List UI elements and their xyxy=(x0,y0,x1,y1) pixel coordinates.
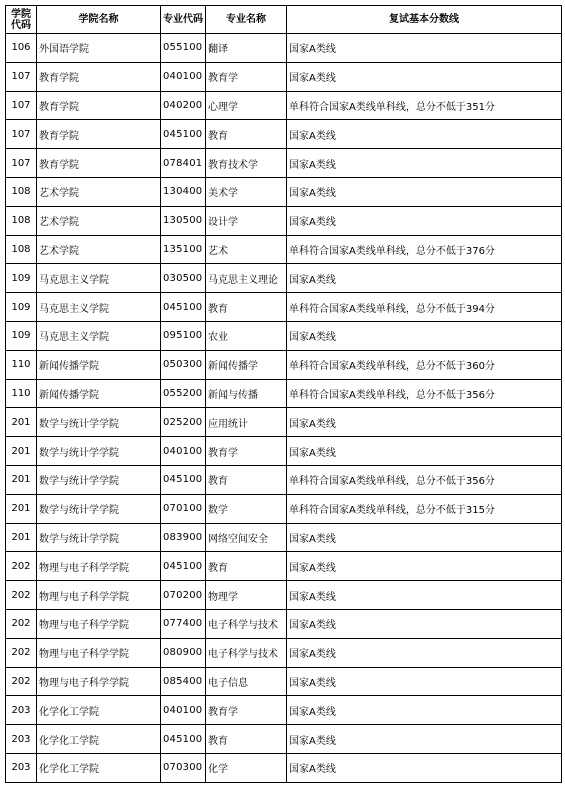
cell-major-code: 055200 xyxy=(161,379,206,408)
cell-college-code: 107 xyxy=(6,62,37,91)
cell-college-name: 艺术学院 xyxy=(37,235,161,264)
cell-major-name: 数学 xyxy=(206,494,287,523)
cell-score-line: 单科符合国家A类线单科线，总分不低于360分 xyxy=(287,350,562,379)
cell-score-line: 国家A类线 xyxy=(287,408,562,437)
cell-score-line: 单科符合国家A类线单科线，总分不低于356分 xyxy=(287,465,562,494)
cell-major-name: 翻译 xyxy=(206,34,287,63)
cell-college-name: 教育学院 xyxy=(37,149,161,178)
table-row xyxy=(6,494,562,523)
cell-major-name: 教育 xyxy=(206,465,287,494)
cell-score-line: 国家A类线 xyxy=(287,552,562,581)
cell-score-line: 单科符合国家A类线单科线，总分不低于315分 xyxy=(287,494,562,523)
table-row xyxy=(6,379,562,408)
cell-major-code: 070200 xyxy=(161,581,206,610)
cell-college-name: 化学化工学院 xyxy=(37,725,161,754)
cell-major-code: 045100 xyxy=(161,465,206,494)
cell-college-code: 110 xyxy=(6,379,37,408)
cell-college-code: 202 xyxy=(6,667,37,696)
cell-major-name: 设计学 xyxy=(206,206,287,235)
cell-major-code: 045100 xyxy=(161,552,206,581)
cell-major-code: 130400 xyxy=(161,177,206,206)
cell-score-line: 国家A类线 xyxy=(287,581,562,610)
cell-major-code: 077400 xyxy=(161,609,206,638)
cell-score-line: 国家A类线 xyxy=(287,62,562,91)
cell-college-code: 203 xyxy=(6,753,37,782)
cell-major-code: 030500 xyxy=(161,264,206,293)
cell-major-code: 050300 xyxy=(161,350,206,379)
cell-major-name: 新闻与传播 xyxy=(206,379,287,408)
cell-major-name: 教育技术学 xyxy=(206,149,287,178)
cell-score-line: 国家A类线 xyxy=(287,437,562,466)
cell-college-name: 物理与电子科学学院 xyxy=(37,552,161,581)
table-row xyxy=(6,91,562,120)
cell-major-code: 040200 xyxy=(161,91,206,120)
cell-major-code: 080900 xyxy=(161,638,206,667)
table-row xyxy=(6,235,562,264)
cell-college-name: 物理与电子科学学院 xyxy=(37,638,161,667)
cell-college-code: 107 xyxy=(6,91,37,120)
table-row xyxy=(6,120,562,149)
cell-college-name: 化学化工学院 xyxy=(37,696,161,725)
cell-college-name: 马克思主义学院 xyxy=(37,293,161,322)
cell-college-name: 马克思主义学院 xyxy=(37,264,161,293)
cell-major-name: 电子科学与技术 xyxy=(206,638,287,667)
cell-major-code: 040100 xyxy=(161,437,206,466)
table-row xyxy=(6,696,562,725)
cell-major-name: 物理学 xyxy=(206,581,287,610)
cell-score-line: 单科符合国家A类线单科线，总分不低于351分 xyxy=(287,91,562,120)
cell-college-code: 201 xyxy=(6,465,37,494)
cell-major-code: 040100 xyxy=(161,62,206,91)
cell-score-line: 单科符合国家A类线单科线，总分不低于376分 xyxy=(287,235,562,264)
cell-major-name: 化学 xyxy=(206,753,287,782)
cell-college-code: 106 xyxy=(6,34,37,63)
cell-major-name: 心理学 xyxy=(206,91,287,120)
cell-major-name: 美术学 xyxy=(206,177,287,206)
table-row xyxy=(6,753,562,782)
cell-college-name: 数学与统计学学院 xyxy=(37,494,161,523)
cell-college-name: 教育学院 xyxy=(37,62,161,91)
cell-major-name: 电子信息 xyxy=(206,667,287,696)
cell-college-code: 107 xyxy=(6,149,37,178)
header-college-name: 学院名称 xyxy=(37,6,161,34)
cell-major-code: 135100 xyxy=(161,235,206,264)
cell-major-name: 电子科学与技术 xyxy=(206,609,287,638)
cell-major-name: 艺术 xyxy=(206,235,287,264)
cell-major-name: 教育学 xyxy=(206,696,287,725)
table-body xyxy=(6,34,562,783)
cell-major-code: 045100 xyxy=(161,293,206,322)
cell-college-code: 109 xyxy=(6,321,37,350)
cell-major-code: 045100 xyxy=(161,120,206,149)
table-row xyxy=(6,206,562,235)
score-table xyxy=(5,5,562,783)
cell-score-line: 国家A类线 xyxy=(287,638,562,667)
cell-score-line: 国家A类线 xyxy=(287,725,562,754)
cell-major-name: 教育学 xyxy=(206,437,287,466)
cell-college-code: 109 xyxy=(6,293,37,322)
cell-college-code: 201 xyxy=(6,523,37,552)
cell-college-code: 202 xyxy=(6,638,37,667)
cell-college-name: 教育学院 xyxy=(37,120,161,149)
header-major-name: 专业名称 xyxy=(206,6,287,34)
cell-college-code: 108 xyxy=(6,235,37,264)
cell-major-code: 025200 xyxy=(161,408,206,437)
table-row xyxy=(6,581,562,610)
table-row xyxy=(6,264,562,293)
cell-major-name: 教育 xyxy=(206,293,287,322)
cell-college-name: 化学化工学院 xyxy=(37,753,161,782)
cell-college-code: 201 xyxy=(6,494,37,523)
cell-major-code: 078401 xyxy=(161,149,206,178)
cell-college-name: 物理与电子科学学院 xyxy=(37,609,161,638)
cell-major-code: 083900 xyxy=(161,523,206,552)
cell-college-name: 艺术学院 xyxy=(37,206,161,235)
cell-college-name: 数学与统计学学院 xyxy=(37,523,161,552)
table-row xyxy=(6,350,562,379)
table-row xyxy=(6,177,562,206)
cell-college-code: 202 xyxy=(6,552,37,581)
table-row xyxy=(6,34,562,63)
table-row xyxy=(6,725,562,754)
cell-college-code: 110 xyxy=(6,350,37,379)
cell-college-name: 数学与统计学学院 xyxy=(37,408,161,437)
cell-major-code: 045100 xyxy=(161,725,206,754)
cell-college-name: 物理与电子科学学院 xyxy=(37,667,161,696)
cell-score-line: 国家A类线 xyxy=(287,264,562,293)
cell-college-name: 马克思主义学院 xyxy=(37,321,161,350)
table-row xyxy=(6,149,562,178)
cell-college-code: 108 xyxy=(6,206,37,235)
cell-score-line: 国家A类线 xyxy=(287,696,562,725)
cell-score-line: 国家A类线 xyxy=(287,609,562,638)
cell-college-name: 数学与统计学学院 xyxy=(37,437,161,466)
cell-score-line: 单科符合国家A类线单科线，总分不低于356分 xyxy=(287,379,562,408)
table-row xyxy=(6,638,562,667)
cell-major-code: 055100 xyxy=(161,34,206,63)
cell-college-name: 新闻传播学院 xyxy=(37,350,161,379)
cell-college-code: 107 xyxy=(6,120,37,149)
table-row xyxy=(6,62,562,91)
cell-major-name: 教育 xyxy=(206,725,287,754)
cell-college-name: 新闻传播学院 xyxy=(37,379,161,408)
table-row xyxy=(6,408,562,437)
table-row xyxy=(6,609,562,638)
cell-college-code: 203 xyxy=(6,725,37,754)
cell-score-line: 国家A类线 xyxy=(287,753,562,782)
cell-college-name: 物理与电子科学学院 xyxy=(37,581,161,610)
cell-major-name: 新闻传播学 xyxy=(206,350,287,379)
cell-score-line: 国家A类线 xyxy=(287,667,562,696)
cell-college-name: 艺术学院 xyxy=(37,177,161,206)
cell-score-line: 国家A类线 xyxy=(287,149,562,178)
cell-major-code: 070300 xyxy=(161,753,206,782)
cell-major-code: 040100 xyxy=(161,696,206,725)
cell-score-line: 国家A类线 xyxy=(287,321,562,350)
cell-college-code: 202 xyxy=(6,609,37,638)
cell-major-name: 应用统计 xyxy=(206,408,287,437)
table-row xyxy=(6,667,562,696)
cell-major-name: 教育 xyxy=(206,552,287,581)
cell-college-name: 数学与统计学学院 xyxy=(37,465,161,494)
cell-college-code: 201 xyxy=(6,437,37,466)
cell-major-code: 095100 xyxy=(161,321,206,350)
table-row xyxy=(6,552,562,581)
cell-score-line: 国家A类线 xyxy=(287,34,562,63)
cell-college-code: 201 xyxy=(6,408,37,437)
cell-score-line: 国家A类线 xyxy=(287,120,562,149)
cell-score-line: 国家A类线 xyxy=(287,177,562,206)
table-row xyxy=(6,321,562,350)
cell-major-name: 教育 xyxy=(206,120,287,149)
cell-major-name: 教育学 xyxy=(206,62,287,91)
table-header-row xyxy=(6,6,562,34)
cell-college-name: 外国语学院 xyxy=(37,34,161,63)
table-row xyxy=(6,465,562,494)
cell-college-code: 108 xyxy=(6,177,37,206)
table-row xyxy=(6,293,562,322)
cell-college-code: 109 xyxy=(6,264,37,293)
table-row xyxy=(6,437,562,466)
cell-score-line: 国家A类线 xyxy=(287,523,562,552)
cell-major-code: 130500 xyxy=(161,206,206,235)
cell-major-code: 070100 xyxy=(161,494,206,523)
cell-score-line: 单科符合国家A类线单科线，总分不低于394分 xyxy=(287,293,562,322)
cell-major-name: 网络空间安全 xyxy=(206,523,287,552)
header-score-line: 复试基本分数线 xyxy=(287,6,562,34)
table-row xyxy=(6,523,562,552)
cell-major-code: 085400 xyxy=(161,667,206,696)
cell-major-name: 农业 xyxy=(206,321,287,350)
cell-college-code: 203 xyxy=(6,696,37,725)
cell-score-line: 国家A类线 xyxy=(287,206,562,235)
cell-college-name: 教育学院 xyxy=(37,91,161,120)
header-major-code: 专业代码 xyxy=(161,6,206,34)
cell-major-name: 马克思主义理论 xyxy=(206,264,287,293)
header-college-code: 学院代码 xyxy=(6,6,37,34)
cell-college-code: 202 xyxy=(6,581,37,610)
